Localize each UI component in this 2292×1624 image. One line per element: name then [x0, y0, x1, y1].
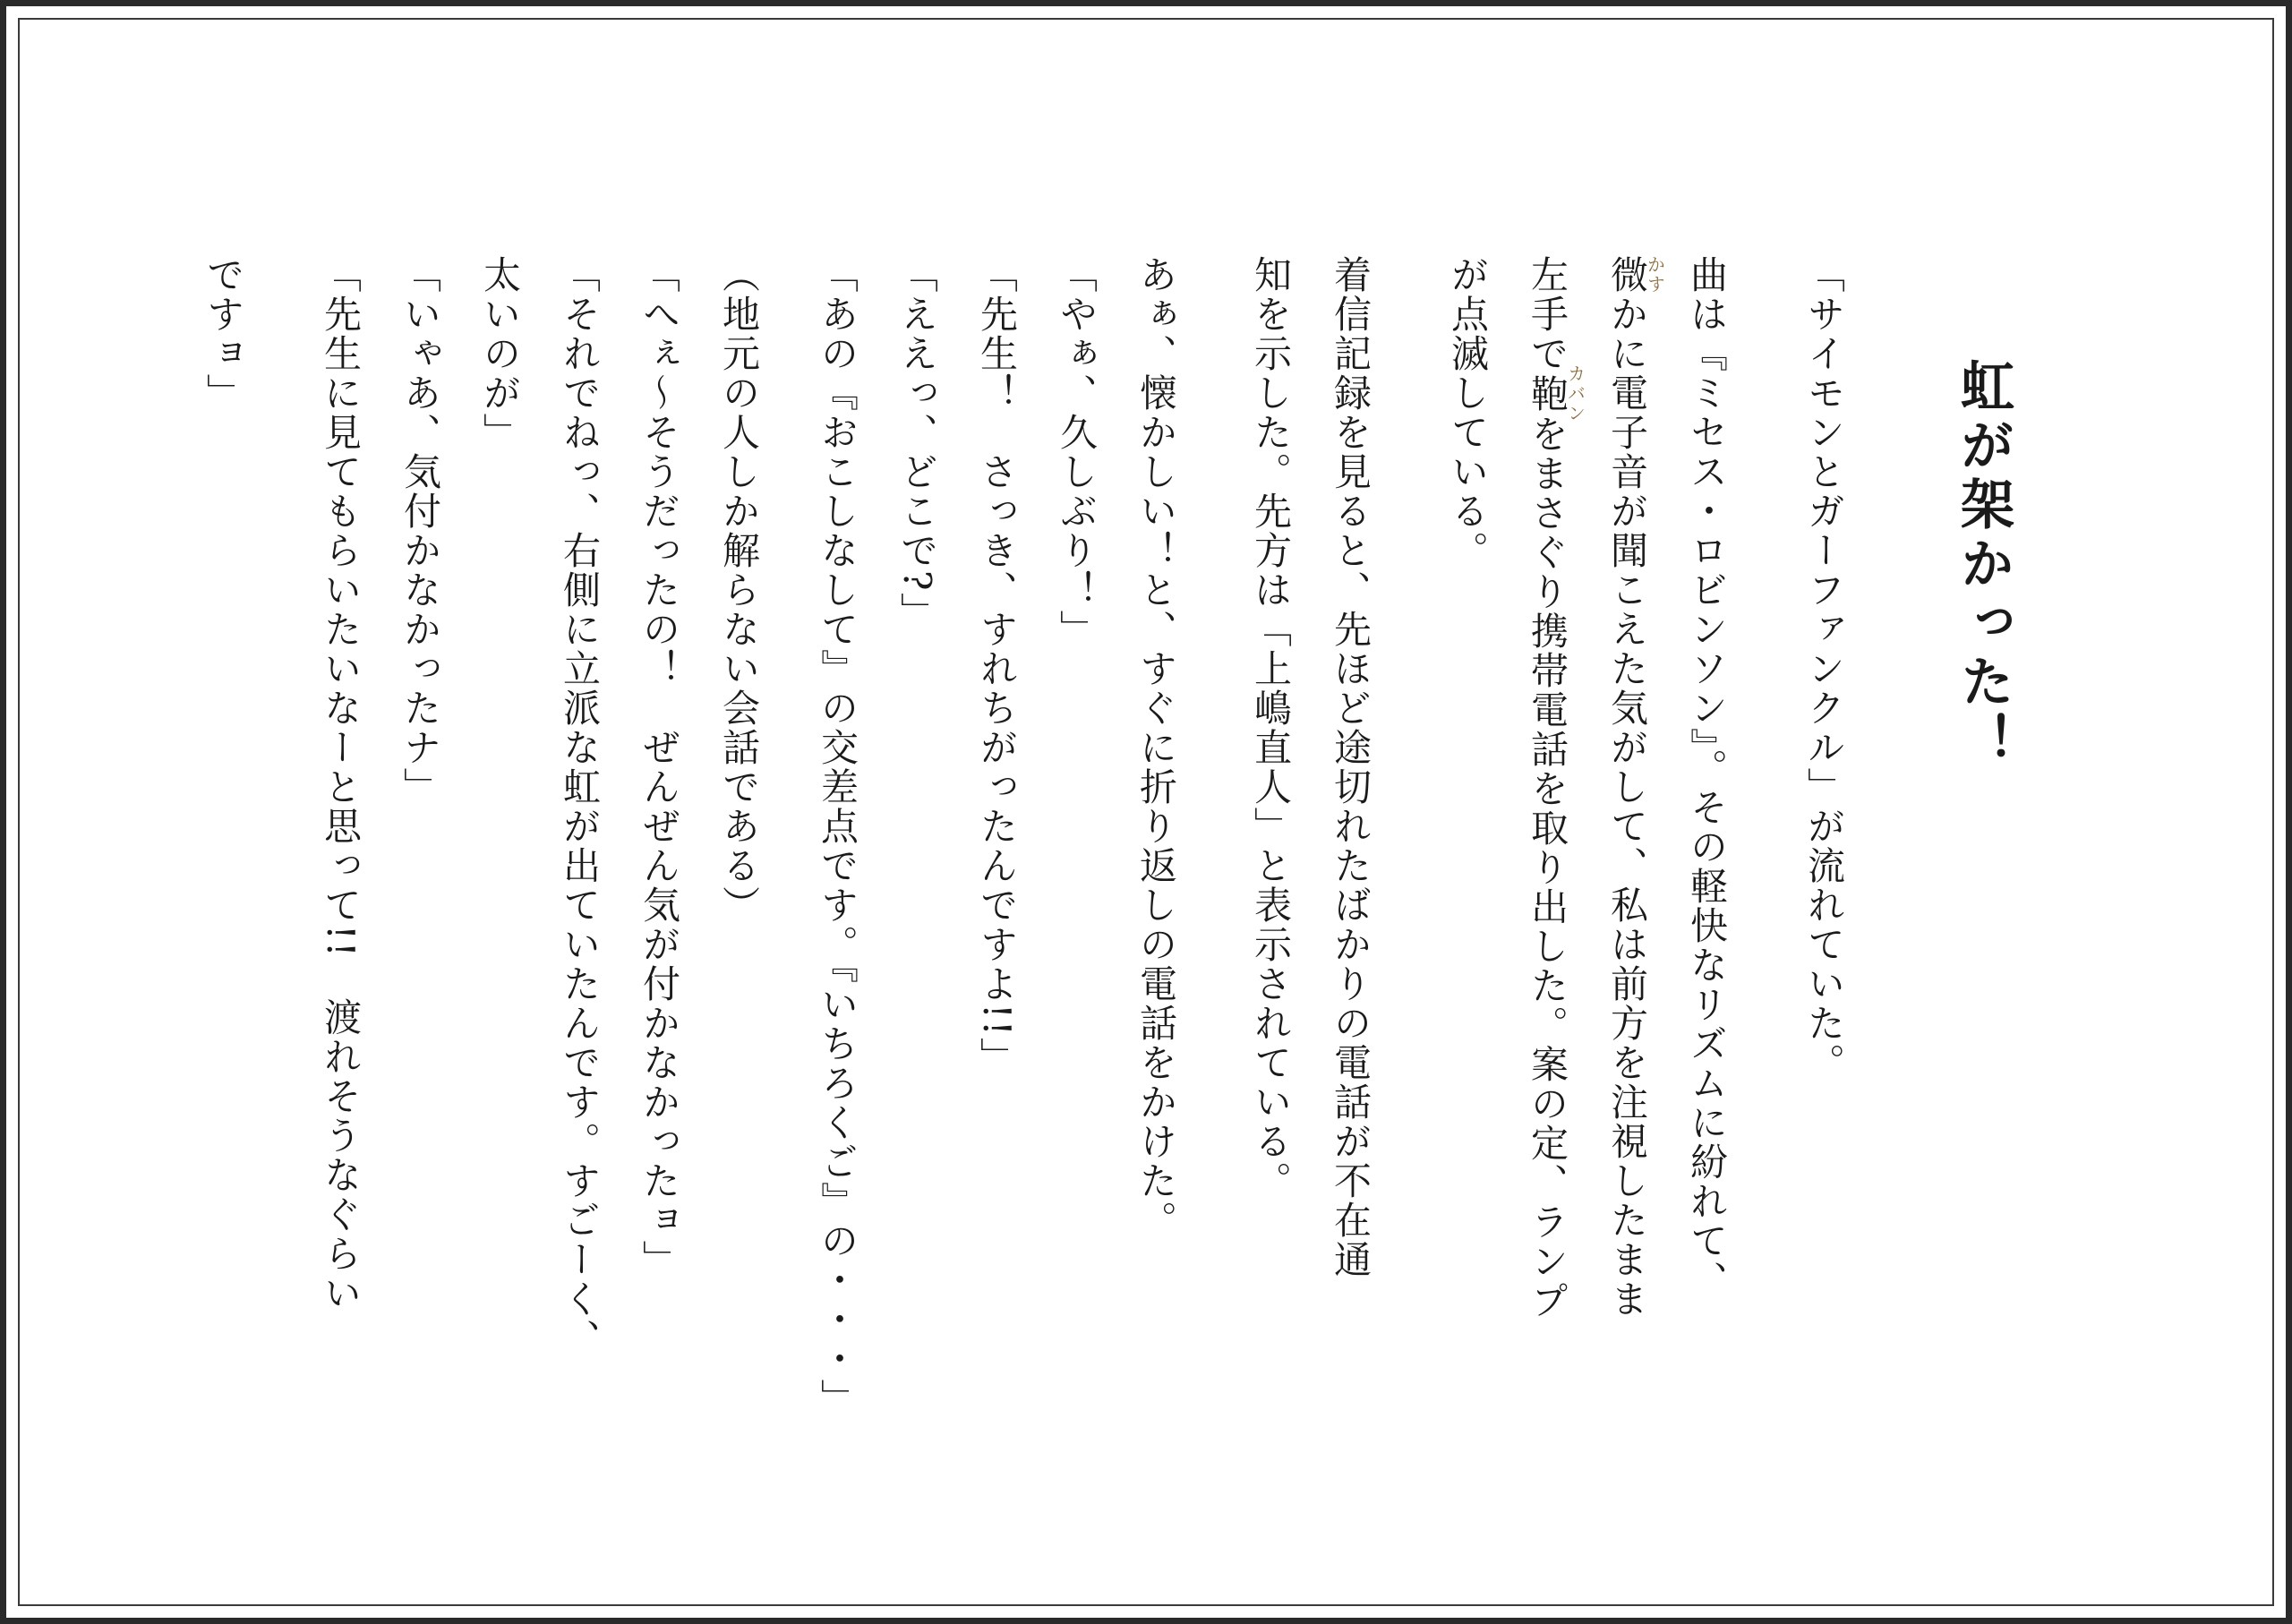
- text-line: 曲は『ミセス・ロビンソン』。その軽快なリズムに紛れて、: [1685, 255, 1729, 1300]
- text-line: 知を示した。先方は「上嶋直人」と表示されている。: [1249, 255, 1293, 1201]
- ruby-word: [1526, 364, 1586, 423]
- text-line: が点滅している。: [1446, 255, 1490, 570]
- aside-line: （地元の人しか解らない会話である）: [717, 255, 761, 925]
- text-line: あぁ、懐かしい！と、すぐに折り返しの電話をかけた。: [1134, 255, 1178, 1240]
- ruby-reading: カバン: [1564, 364, 1586, 423]
- ruby-base: 鞄: [1526, 364, 1569, 423]
- essay-title: 虹が架かった！: [1952, 358, 2014, 772]
- passage-second: [184, 255, 1234, 1455]
- text-segment: をまさぐり携帯電話を取り出した。案の定、ランプ: [1526, 415, 1569, 1321]
- dialogue-line: 太いのが」: [478, 255, 522, 452]
- dialogue-line: 「それでねっ、右側に立派な虹が出ていたんです。すごーく、: [558, 255, 602, 1358]
- ruby-reading: かす: [1644, 255, 1666, 295]
- dialogue-line: 「へぇ〜そうだったの！ ぜんぜん気が付かなかったョ」: [637, 255, 681, 1279]
- dialogue-line: 「いゃあ、気付かなかったナ」: [398, 255, 442, 807]
- passage-first: [1231, 255, 1864, 1455]
- dialogue-line: 「あの『おこしなして』の交差点です。『いちろくご』の・・・」: [816, 255, 860, 1418]
- text-line: 「サイモンとガーファンクル」が流れていた。: [1802, 255, 1846, 1082]
- dialogue-line: 「ええっ、どこで?」: [895, 255, 939, 632]
- dialogue-line: 「先生に見てもらいたいなーと思って!! 渡れそうなぐらい: [319, 255, 363, 1313]
- text-line-with-ruby: [1587, 255, 1667, 1455]
- dialogue-line: 「先生！ さっき、すれちがったんですよ!!」: [975, 255, 1019, 1077]
- dialogue-line: 「やぁ、久しぶり！」: [1055, 255, 1099, 649]
- ruby-base: 微: [1605, 255, 1649, 295]
- text-line-with-ruby: [1508, 255, 1587, 1455]
- text-segment: 左手で: [1526, 255, 1569, 373]
- dialogue-line: ですョ」: [201, 255, 245, 413]
- text-line: 着信記録を見ると、先ほど途切れたばかりの電話が不在通: [1329, 255, 1373, 1279]
- ruby-word: [1605, 255, 1666, 295]
- text-segment: かに電子音が聞こえた気がして、私は前方を注視したまま: [1605, 295, 1649, 1319]
